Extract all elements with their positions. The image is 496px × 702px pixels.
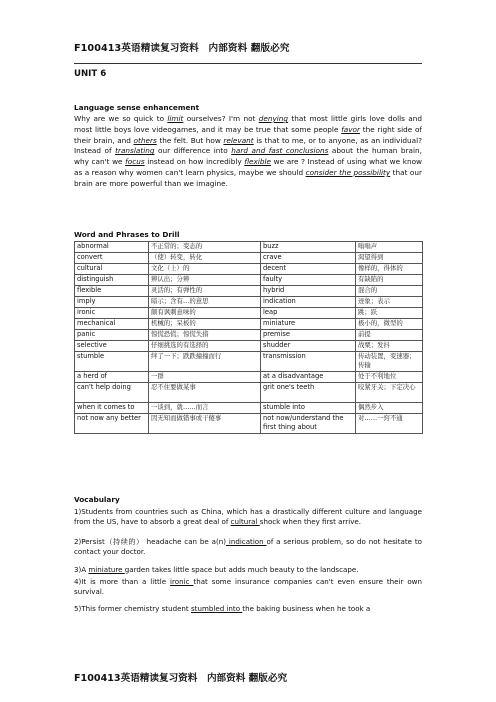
vocab-translation: 嗡嗡声 [356,242,423,253]
text-run: that some insurance companies can't even ensure their own survival. [74,577,422,597]
vocab-translation: 忍不住要做某事 [149,383,261,403]
page-footer: F100413英语精读复习资料 内部资料 翻版必究 [74,673,288,684]
vocab-term: when it comes to [75,403,149,414]
vocab-term: leap [261,308,356,319]
vocab-translation: 传动装置，变速器；传输 [356,352,423,372]
underlined-term: flexible [244,157,272,167]
text-run: about the human brain, why can't we [74,146,422,167]
table-row [75,372,423,383]
vocab-exercise [74,507,422,527]
vocab-translation: 颇有讽刺意味的 [149,308,261,319]
vocab-translation: 绊了一下；跌跌撞撞而行 [149,352,261,372]
vocab-translation: 因无知而做错事或干傻事 [149,414,261,434]
text-run: instead on how incredibly [144,157,245,167]
text-run: that our brain are more powerful than we imagine. [74,167,422,188]
vocab-term: convert [75,253,149,264]
vocab-translation: 处于不利地位 [356,372,423,383]
vocab-term: mechanical [75,319,149,330]
table-row [75,414,423,434]
underlined-term: others [133,135,157,145]
table-row [75,352,423,372]
vocab-translation: 迹象；表示 [356,297,423,308]
vocab-exercise [74,537,422,557]
vocab-term: premise [261,330,356,341]
underlined-term: relevant [223,135,254,145]
vocab-term: at a disadvantage [261,372,356,383]
section-heading-words: Word and Phrases to Drill [74,230,180,239]
table-row [75,403,423,414]
text-run: ourselves? I'm not [183,114,259,123]
vocab-translation: 一群 [149,372,261,383]
vocab-translation: 咬紧牙关；下定决心 [356,383,423,403]
section-heading-vocabulary: Vocabulary [74,495,120,504]
vocab-term: shudder [261,341,356,352]
vocab-term: decent [261,264,356,275]
text-run: 2)Persist（持续的） headache can be a(n) [74,537,226,546]
vocab-table [74,241,423,434]
vocab-translation: 一谈到，就……而言 [149,403,261,414]
table-row [75,341,423,352]
vocab-translation: 惊慌恐慌；惊慌失措 [149,330,261,341]
table-row [75,275,423,286]
vocab-term: buzz [261,242,356,253]
text-run: Why are we so quick to [74,114,168,123]
table-row [75,264,423,275]
text-run: the right side of their brain, and [74,124,422,145]
vocab-term: abnormal [75,242,149,253]
text-run: that most little girls love dolls and most little boys love videogames, and it may be true that some people [74,114,422,134]
text-run: we are ? Instead of using what we know as a reason why women can't learn physics, maybe we should [74,157,423,177]
text-run: garden takes little space but adds much beauty to the landscape. [124,565,359,574]
text-run: is that to me, or to anyone, as an individual? Instead of [74,135,423,156]
underlined-term: hard and fast conclusions [231,146,329,156]
vocab-translation: 暗示；含有…的意思 [149,297,261,308]
vocab-term: a herd of [75,372,149,383]
table-row [75,242,423,253]
vocab-term: faulty [261,275,356,286]
vocab-translation: 混合的 [356,286,423,297]
vocab-term: cultural [75,264,149,275]
table-row [75,383,423,403]
table-row [75,308,423,319]
vocab-term: can't help doing [75,383,149,403]
vocab-translation: 有缺陷的 [356,275,423,286]
text-run: the baking business when he took a [242,604,371,613]
header-divider [74,63,422,64]
vocab-translation: 机械的；呆板的 [149,319,261,330]
text-run: 5)This former chemistry student [74,604,191,613]
language-paragraph [74,114,422,190]
vocab-term: stumble [75,352,149,372]
vocab-term: imply [75,297,149,308]
text-run: shock when they first arrive. [259,517,362,527]
vocab-term: grit one's teeth [261,383,356,403]
page-header: F100413英语精读复习资料 内部资料 翻版必究 [74,43,290,54]
vocab-term: distinguish [75,275,149,286]
text-run: 1)Students from countries such as China, which has a drastically different culture and language from the US, have to absorb a great deal of [74,507,422,527]
text-run: our difference into [154,146,232,156]
underlined-term: translating [115,146,155,156]
vocab-term: panic [75,330,149,341]
table-row [75,297,423,308]
text-run: 4)It is more than a little [74,577,171,586]
vocab-exercise [74,565,422,575]
table-row [75,330,423,341]
underlined-term: consider the possibility [305,167,391,177]
table-row [75,286,423,297]
answer-blank: stumbled into [190,604,243,613]
underlined-term: limit [167,114,184,123]
text-run: 3)A [74,565,89,574]
vocab-term: miniature [261,319,356,330]
vocab-translation: 文化（上）的 [149,264,261,275]
vocab-term: flexible [75,286,149,297]
text-run: of a serious problem, so do not hesitate to contact your doctor. [74,537,422,557]
answer-blank: indication [226,537,267,546]
vocab-translation: 偶然步入 [356,403,423,414]
underlined-term: denying [258,114,289,123]
vocab-translation: 像样的，得体的 [356,264,423,275]
vocab-translation: 前提 [356,330,423,341]
vocab-term: crave [261,253,356,264]
vocab-translation: 不正常的；变态的 [149,242,261,253]
answer-blank: ironic [170,577,194,586]
vocab-term: hybrid [261,286,356,297]
vocab-term: indication [261,297,356,308]
table-row [75,319,423,330]
vocab-translation: 辨认出；分辨 [149,275,261,286]
vocab-term: stumble into [261,403,356,414]
underlined-term: favor [341,124,361,134]
answer-blank: miniature [88,565,125,574]
vocab-exercise [74,577,422,597]
vocab-term: not now any better [75,414,149,434]
vocab-translation: 仔细挑选的有选择的 [149,341,261,352]
vocab-exercise [74,604,422,614]
vocab-translation: 对……一窍不通 [356,414,423,434]
vocab-translation: 极小的，微型的 [356,319,423,330]
vocab-term: ironic [75,308,149,319]
section-heading-language: Language sense enhancement [74,103,200,112]
vocab-translation: （使）转变，转化 [149,253,261,264]
unit-title: UNIT 6 [74,69,107,79]
vocab-translation: 灵活的；有弹性的 [149,286,261,297]
vocab-translation: 跳；跃 [356,308,423,319]
vocab-translation: 战栗；发抖 [356,341,423,352]
vocab-term: transmission [261,352,356,372]
vocab-translation: 渴望得到 [356,253,423,264]
vocab-term: not now/understand the first thing about [261,414,356,434]
underlined-term: focus [125,157,145,167]
answer-blank: cultural [230,517,260,527]
table-row [75,253,423,264]
text-run: the felt. But how [156,135,224,145]
vocab-term: selective [75,341,149,352]
